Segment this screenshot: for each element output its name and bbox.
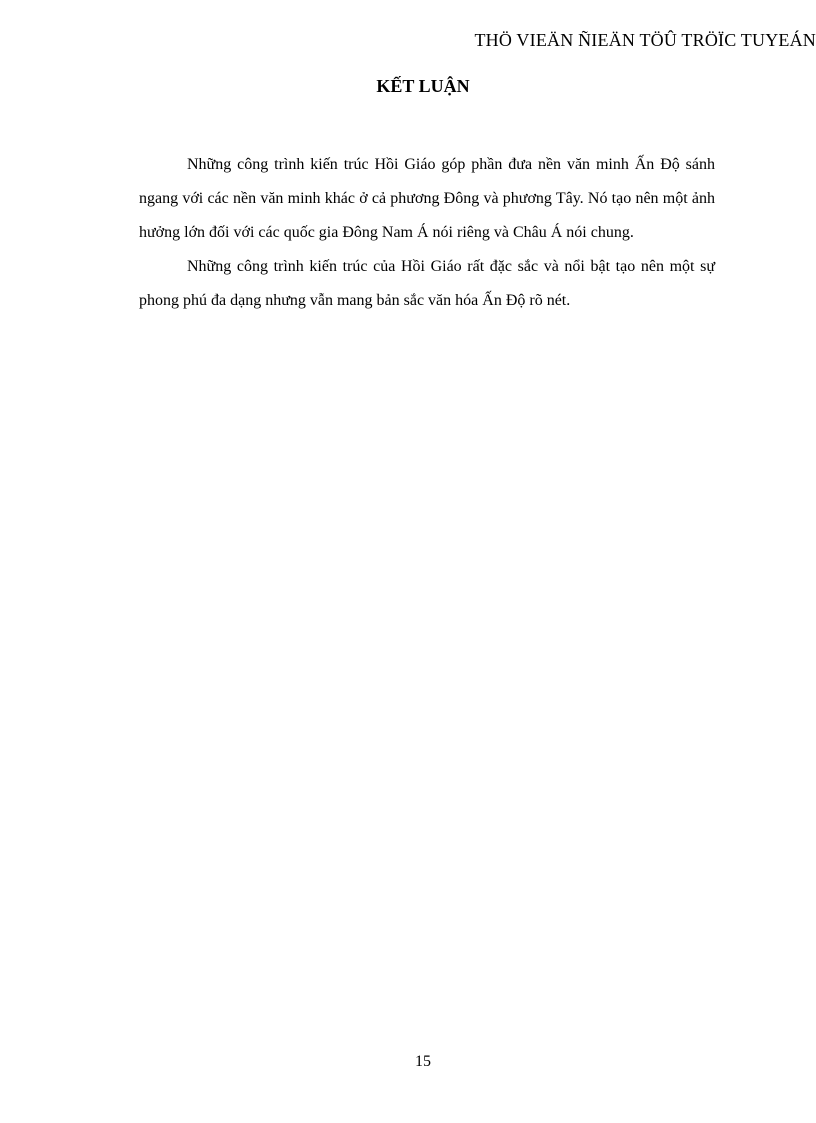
page-number: 15 [415,1053,431,1070]
section-title: KẾT LUẬN [376,76,470,96]
document-body [139,148,715,318]
page-header: THÖ VIEÄN ÑIEÄN TÖÛ TRÖÏC TUYEÁN [474,30,816,50]
paragraph: Những công trình kiến trúc Hồi Giáo góp phần đưa nền văn minh Ấn Độ sánh ngang với các nền văn minh khác ở cả phương Đông và phương Tây. Nó tạo nên một ảnh hưởng lớn đối với các quốc gia Đông Nam Á nói riêng và Châu Á nói chung. [139,156,715,241]
paragraph: Những công trình kiến trúc của Hồi Giáo rất đặc sắc và nổi bật tạo nên một sự phong phú đa dạng nhưng vẫn mang bản sắc văn hóa Ấn Độ rõ nét. [139,258,715,309]
